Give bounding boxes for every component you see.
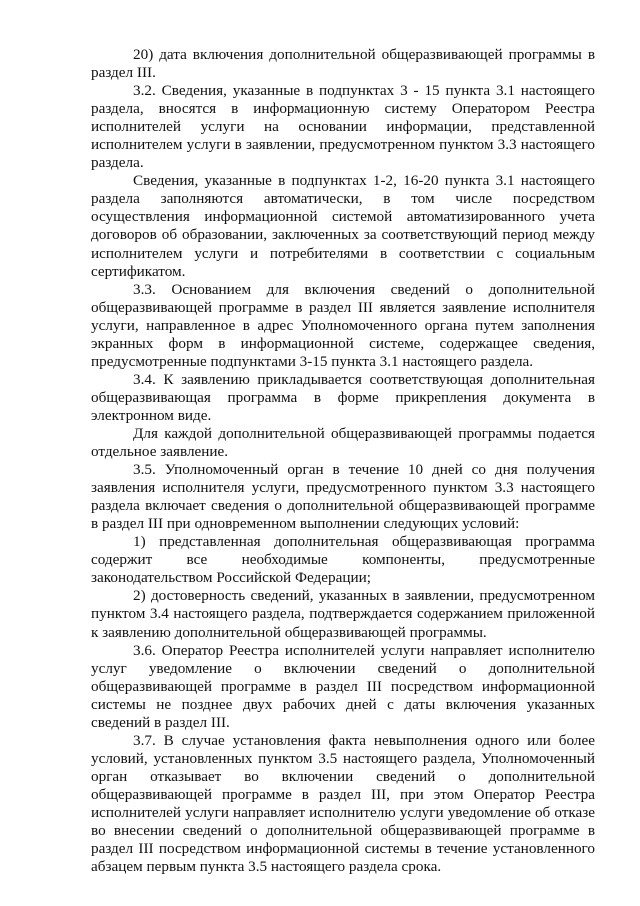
paragraph-3-7: 3.7. В случае установления факта невыполнения одного или более условий, установленных пунктом 3.5 настоящего раздела, Уполномоченный орган отказывает во включении сведений о дополнительной общеразвивающей программе в раздел III, при этом Оператор Реестра исполнителей услуги направляет исполнителю услуги уведомление об отказе во внесении сведений о дополнительной общеразвивающей программе в раздел III посредством информационной системы в течение установленного абзацем первым пункта 3.5 настоящего раздела срока. <box>91 731 595 876</box>
document-page <box>91 46 595 876</box>
paragraph-3-5-condition-2: 2) достоверность сведений, указанных в заявлении, предусмотренном пунктом 3.4 настоящего раздела, подтверждается содержанием приложенной к заявлению дополнительной общеразвивающей программы. <box>91 587 595 641</box>
paragraph-3-4: 3.4. К заявлению прикладывается соответствующая дополнительная общеразвивающая программа в форме прикрепления документа в электронном виде. <box>91 370 595 424</box>
paragraph-3-5: 3.5. Уполномоченный орган в течение 10 дней со дня получения заявления исполнителя услуги, предусмотренного пунктом 3.3 настоящего раздела включает сведения о дополнительной общеразвивающей программе в раздел III при одновременном выполнении следующих условий: <box>91 461 595 533</box>
paragraph-item-20-inclusion-date: 20) дата включения дополнительной общеразвивающей программы в раздел III. <box>91 46 595 82</box>
paragraph-3-6: 3.6. Оператор Реестра исполнителей услуги направляет исполнителю услуг уведомление о включении сведений о дополнительной общеразвивающей программе в раздел III посредством информационной системы не позднее двух рабочих дней с даты включения указанных сведений в раздел III. <box>91 641 595 731</box>
paragraph-3-2: 3.2. Сведения, указанные в подпунктах 3 - 15 пункта 3.1 настоящего раздела, вносятся в информационную систему Оператором Реестра исполнителей услуги на основании информации, представленной исполнителем услуги в заявлении, предусмотренном пунктом 3.3 настоящего раздела. <box>91 82 595 172</box>
paragraph-3-5-condition-1: 1) представленная дополнительная общеразвивающая программа содержит все необходимые компоненты, предусмотренные законодательством Российской Федерации; <box>91 533 595 587</box>
paragraph-3-3: 3.3. Основанием для включения сведений о дополнительной общеразвивающей программе в раздел III является заявление исполнителя услуги, направленное в адрес Уполномоченного органа путем заполнения экранных форм в информационной системе, содержащее сведения, предусмотренные подпунктами 3-15 пункта 3.1 настоящего раздела. <box>91 280 595 370</box>
paragraph-3-4-separate-application: Для каждой дополнительной общеразвивающей программы подается отдельное заявление. <box>91 424 595 461</box>
paragraph-3-2-auto-fill: Сведения, указанные в подпунктах 1-2, 16-20 пункта 3.1 настоящего раздела заполняются автоматически, в том числе посредством осуществления информационной системой автоматизированного учета договоров об образовании, заключенных за соответствующий период между исполнителем услуги и потребителями в соответствии с социальным сертификатом. <box>91 172 595 280</box>
